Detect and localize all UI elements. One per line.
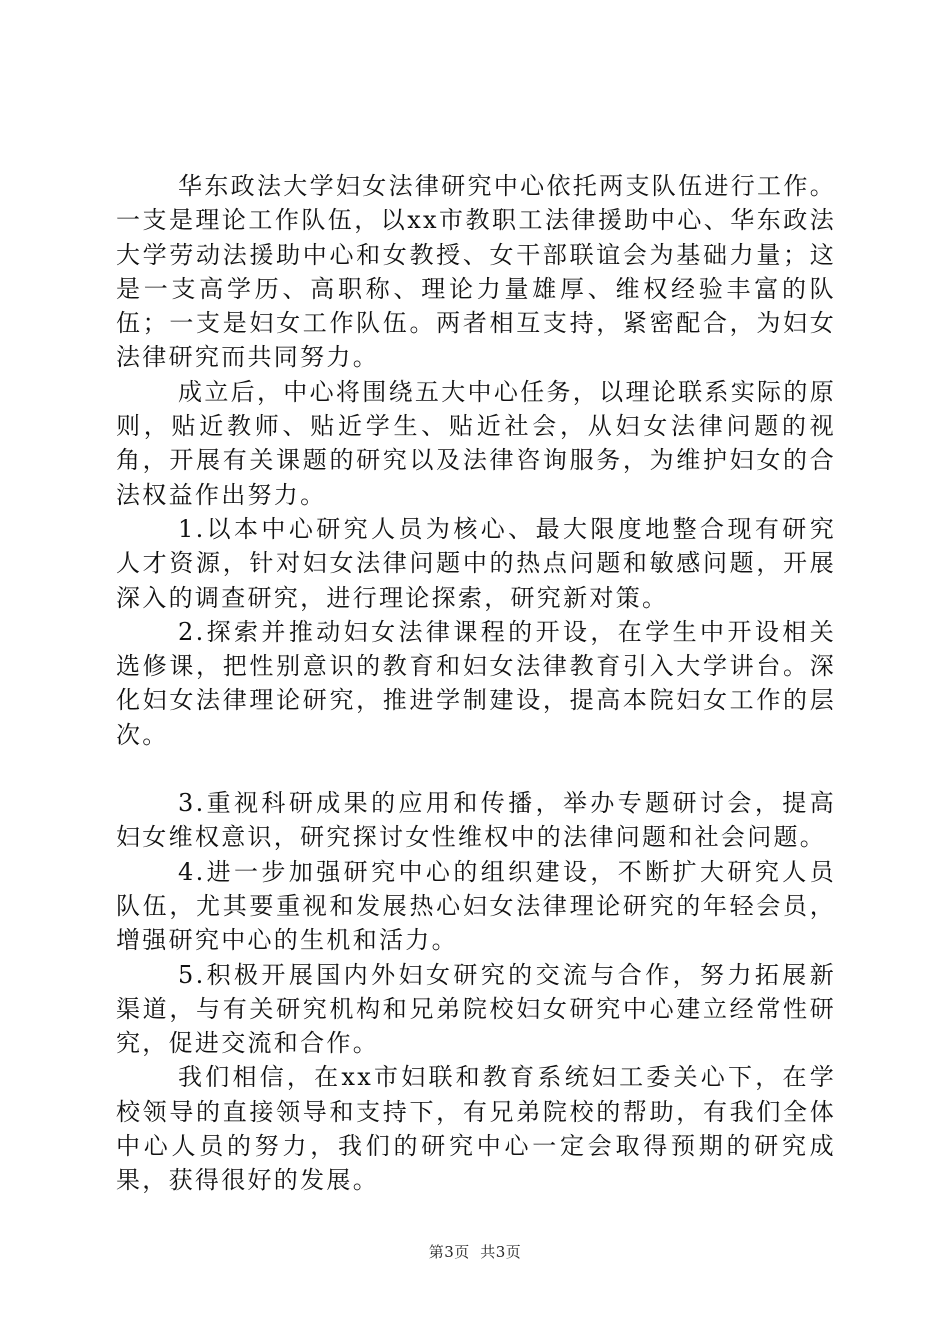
paragraph-item-1: 1.以本中心研究人员为核心、最大限度地整合现有研究人才资源，针对妇女法律问题中的热点问题和敏感问题，开展深入的调查研究，进行理论探索，研究新对策。 [116,514,836,612]
paragraph-item-2: 2.探索并推动妇女法律课程的开设，在学生中开设相关选修课，把性别意识的教育和妇女法律教育引入大学讲台。深化妇女法律理论研究，推进学制建设，提高本院妇女工作的层次。 [116,617,836,749]
paragraph-mission: 成立后，中心将围绕五大中心任务，以理论联系实际的原则，贴近教师、贴近学生、贴近社会，从妇女法律问题的视角，开展有关课题的研究以及法律咨询服务，为维护妇女的合法权益作出努力。 [116,377,836,509]
document-body [116,169,836,1198]
paragraph-item-5: 5.积极开展国内外妇女研究的交流与合作，努力拓展新渠道，与有关研究机构和兄弟院校妇女研究中心建立经常性研究，促进交流和合作。 [116,960,836,1058]
paragraph-item-3: 3.重视科研成果的应用和传播，举办专题研讨会，提高妇女维权意识，研究探讨女性维权中的法律问题和社会问题。 [116,789,836,852]
page-number-label: 第3页 共3页 [428,1243,522,1261]
page-footer [0,1242,950,1262]
paragraph-item-4: 4.进一步加强研究中心的组织建设，不断扩大研究人员队伍，尤其要重视和发展热心妇女法律理论研究的年轻会员，增强研究中心的生机和活力。 [116,857,836,955]
paragraph-intro: 华东政法大学妇女法律研究中心依托两支队伍进行工作。一支是理论工作队伍，以xx市教职工法律援助中心、华东政法大学劳动法援助中心和女教授、女干部联谊会为基础力量；这是一支高学历、高职称、理论力量雄厚、维权经验丰富的队伍；一支是妇女工作队伍。两者相互支持，紧密配合，为妇女法律研究而共同努力。 [116,172,836,372]
paragraph-conclusion: 我们相信，在xx市妇联和教育系统妇工委关心下，在学校领导的直接领导和支持下，有兄弟院校的帮助，有我们全体中心人员的努力，我们的研究中心一定会取得预期的研究成果，获得很好的发展。 [116,1063,836,1195]
